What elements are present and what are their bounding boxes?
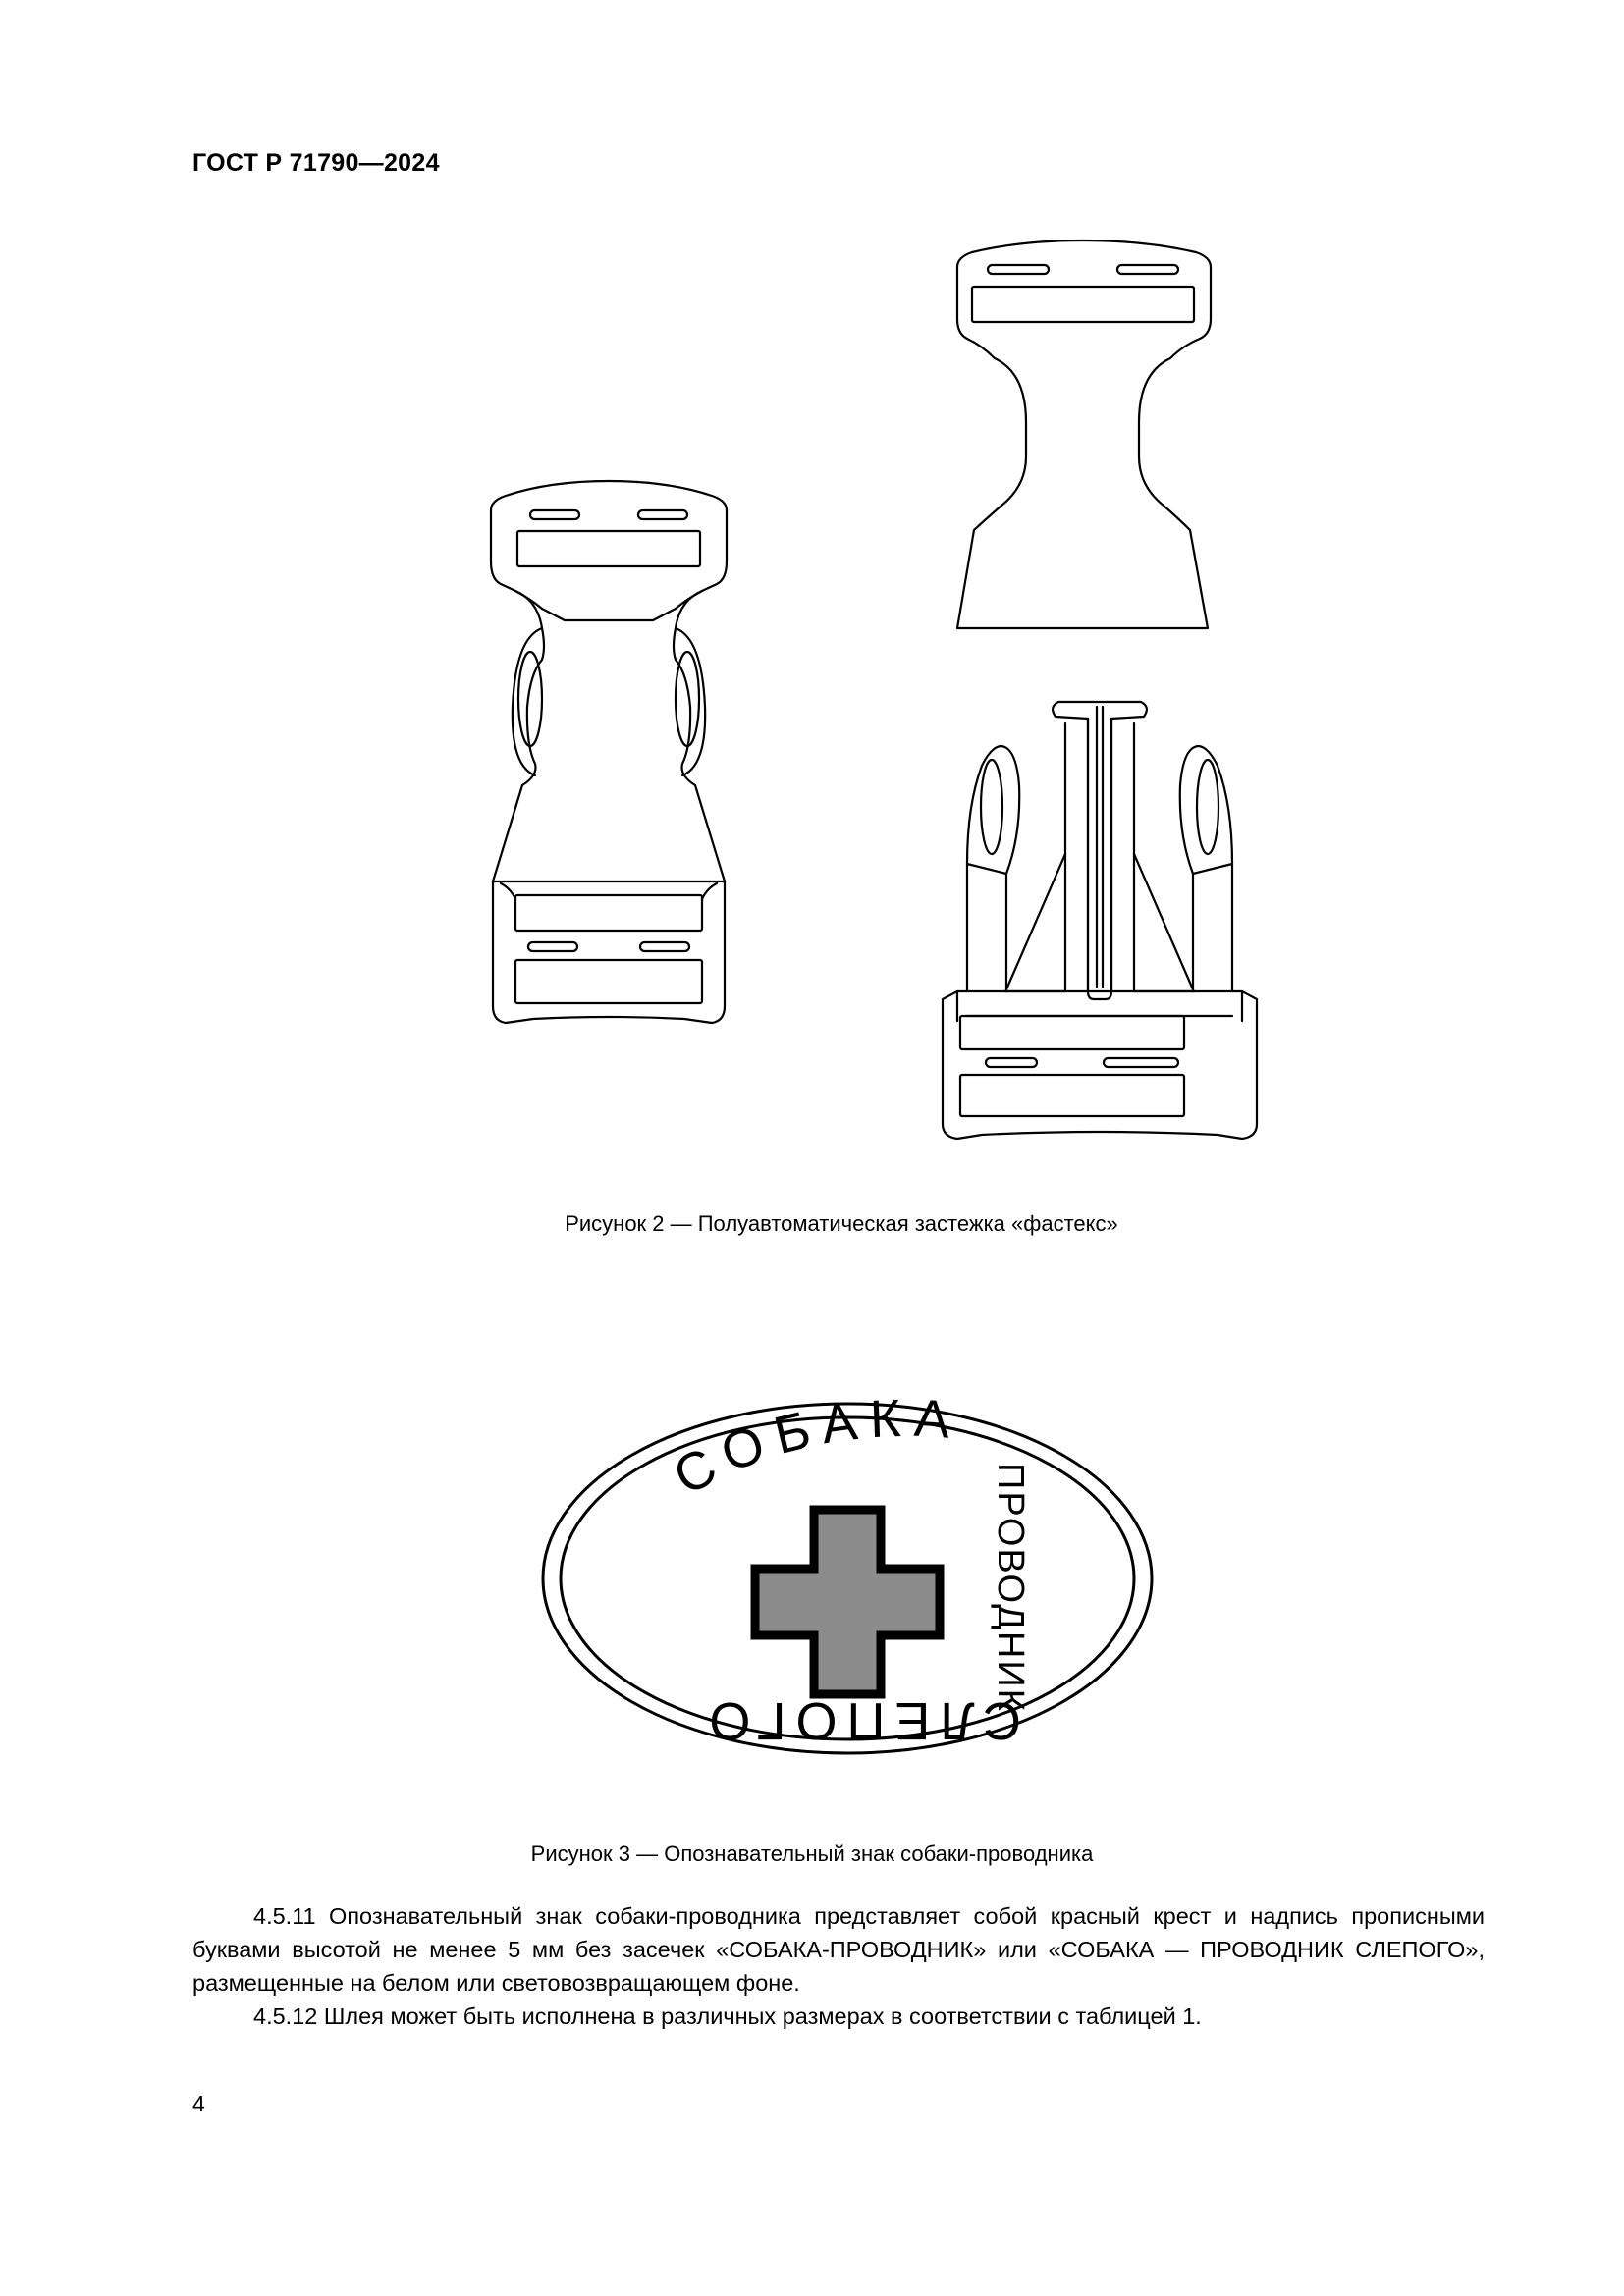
figure-3-caption: Рисунок 3 — Опознавательный знак собаки-проводника [530, 1842, 1094, 1866]
sign-top-word: СОБАКА [664, 1388, 964, 1507]
sign-bottom-word: СЛЕПОГО [699, 1691, 1021, 1750]
paragraph-4-5-11-text: 4.5.11 Опознавательный знак собаки-проводника представляет собой красный крест и надпись прописными буквами высотой не менее 5 мм без засечек «СОБАКА-ПРОВОДНИК» или «СОБАКА — ПРОВОДНИК СЛЕПОГО», размещенные на белом или световозвращающем фоне. [192, 1903, 1485, 1996]
buckle-male-part-drawing [957, 240, 1211, 628]
buckle-female-part-drawing [943, 702, 1257, 1139]
paragraph-4-5-12-text: 4.5.12 Шлея может быть исполнена в различных размерах в соответствии с таблицей 1. [253, 2003, 1202, 2029]
sign-side-word: ПРОВОДНИК [990, 1463, 1031, 1713]
page-number: 4 [192, 2091, 205, 2116]
sign-cross-icon [755, 1510, 940, 1694]
document-code-header: ГОСТ Р 71790—2024 [192, 149, 440, 177]
paragraph-4-5-11 [192, 1899, 1485, 2000]
buckle-assembled-drawing [491, 481, 727, 1023]
paragraph-4-5-12 [192, 2000, 1485, 2033]
figure-2-caption: Рисунок 2 — Полуавтоматическая застежка «фастекс» [565, 1211, 1118, 1236]
guide-dog-sign [543, 1389, 1152, 1753]
